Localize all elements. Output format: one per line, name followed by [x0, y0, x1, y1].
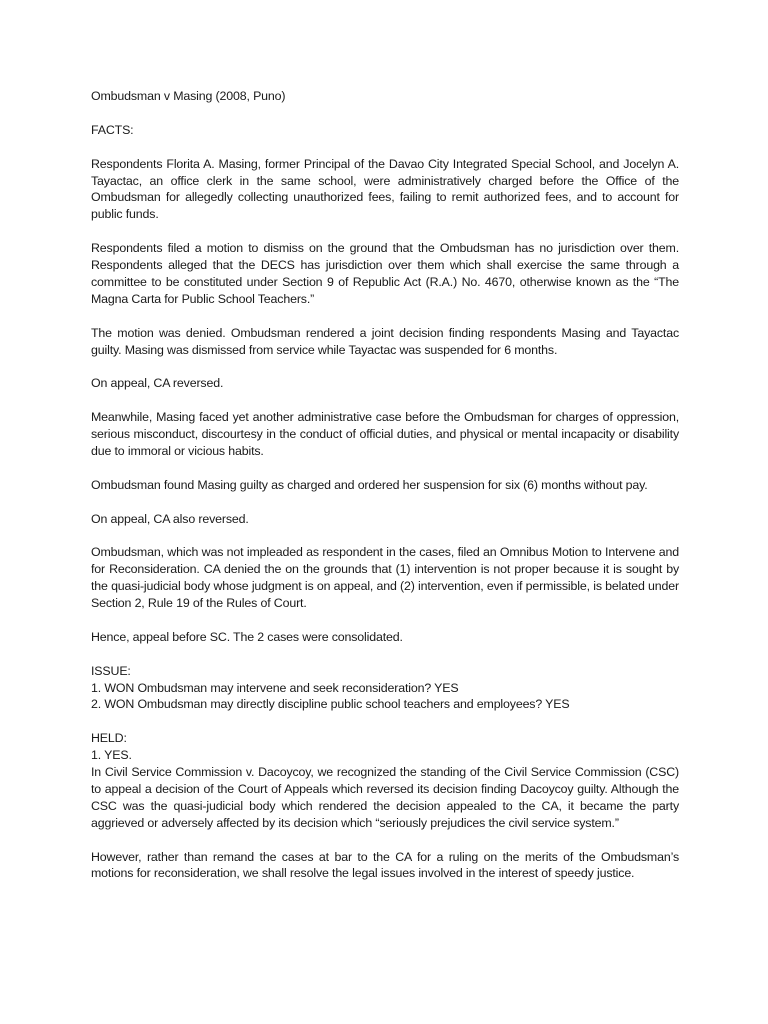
facts-paragraph-7: On appeal, CA also reversed.	[91, 511, 249, 526]
facts-paragraph-1: Respondents Florita A. Masing, former Principal of the Davao City Integrated Special School, and Jocelyn A. Tayactac, an office clerk in the same school, were administratively charged before the Office of the Ombudsman for allegedly collecting unauthorized fees, failing to remit authorized fees, and to account for public funds.	[91, 156, 679, 222]
held-paragraph-2: However, rather than remand the cases at bar to the CA for a ruling on the merits of the Ombudsman’s motions for reconsideration, we shall resolve the legal issues involved in the interest of speedy justice.	[91, 849, 679, 881]
facts-paragraph-5: Meanwhile, Masing faced yet another administrative case before the Ombudsman for charges of oppression, serious misconduct, discourtesy in the conduct of official duties, and physical or mental incapacity or disability due to immoral or vicious habits.	[91, 410, 679, 458]
facts-heading: FACTS:	[91, 122, 134, 137]
facts-paragraph-6: Ombudsman found Masing guilty as charged and ordered her suspension for six (6) months without pay.	[91, 477, 648, 492]
issue-item-2: 2. WON Ombudsman may directly discipline public school teachers and employees? YES	[91, 697, 570, 712]
facts-paragraph-2: Respondents filed a motion to dismiss on the ground that the Ombudsman has no jurisdiction over them. Respondents alleged that the DECS has jurisdiction over them which shall exercise the same through a committee to be constituted under Section 9 of Republic Act (R.A.) No. 4670, otherwise known as the “The Magna Carta for Public School Teachers.”	[91, 241, 679, 306]
document-title: Ombudsman v Masing (2008, Puno)	[91, 89, 286, 103]
facts-paragraph-4: On appeal, CA reversed.	[91, 376, 224, 391]
facts-paragraph-9: Hence, appeal before SC. The 2 cases were consolidated.	[91, 629, 403, 644]
document-page	[91, 88, 679, 899]
issue-item-1: 1. WON Ombudsman may intervene and seek reconsideration? YES	[91, 680, 459, 695]
held-paragraph-1: In Civil Service Commission v. Dacoycoy, we recognized the standing of the Civil Service Commission (CSC) to appeal a decision of the Court of Appeals which reversed its decision finding Dacoycoy guilty. Although the CSC was the quasi-judicial body which rendered the decision appealed to the CA, it became the party aggrieved or adversely affected by its decision which “seriously prejudices the civil service system.”	[91, 765, 679, 830]
issue-heading: ISSUE:	[91, 663, 131, 678]
held-item-1: 1. YES.	[91, 748, 132, 763]
facts-paragraph-3: The motion was denied. Ombudsman rendered a joint decision finding respondents Masing and Tayactac guilty. Masing was dismissed from service while Tayactac was suspended for 6 months.	[91, 325, 679, 357]
facts-paragraph-8: Ombudsman, which was not impleaded as respondent in the cases, filed an Omnibus Motion to Intervene and for Reconsideration. CA denied the on the grounds that (1) intervention is not proper because it is sought by the quasi-judicial body whose judgment is on appeal, and (2) intervention, even if permissible, is belated under Section 2, Rule 19 of the Rules of Court.	[91, 545, 679, 611]
held-heading: HELD:	[91, 731, 127, 746]
